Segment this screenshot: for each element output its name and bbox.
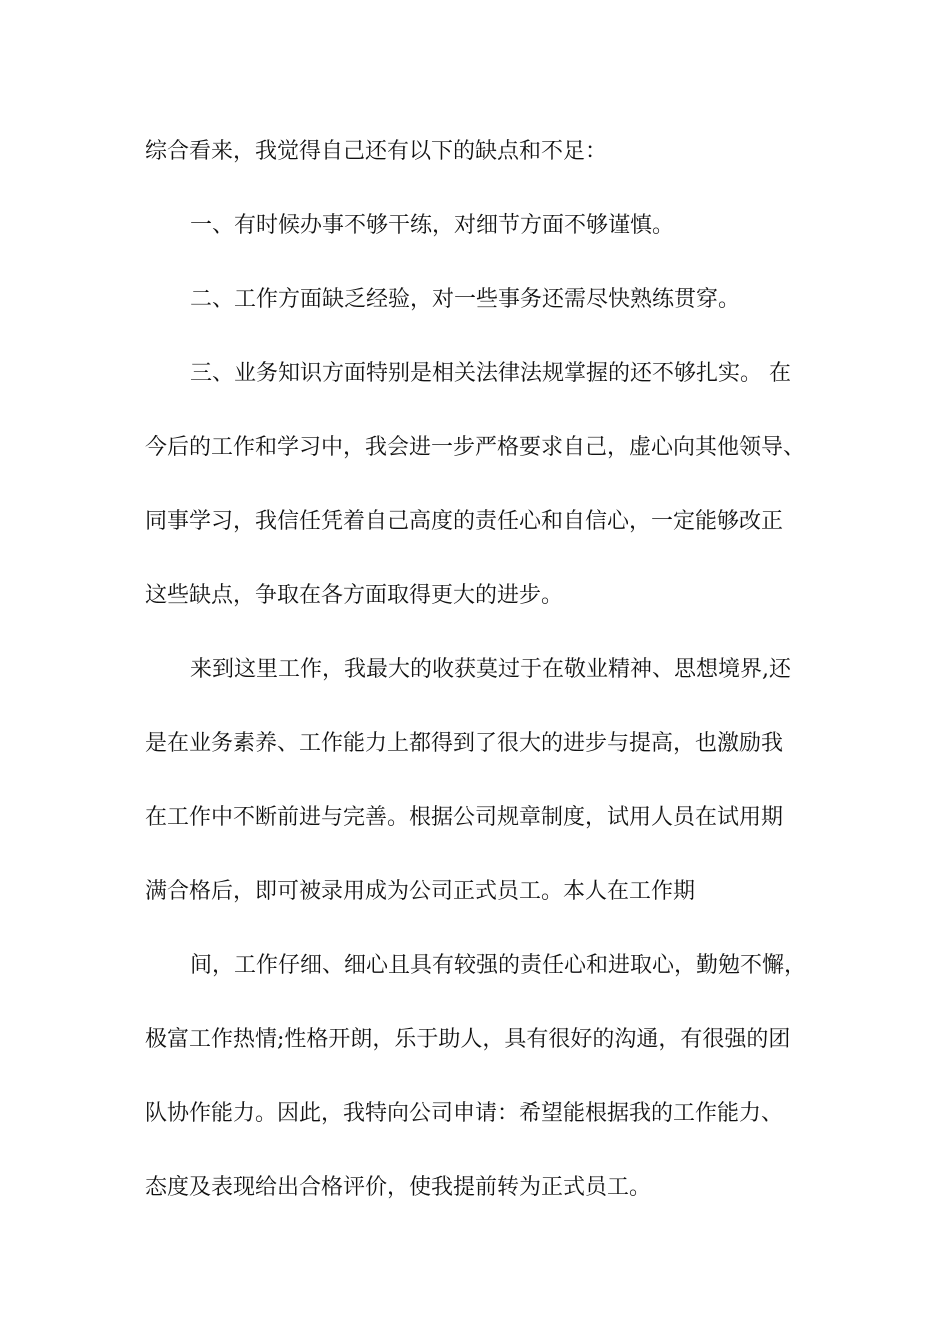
text-line: 同事学习，我信任凭着自己高度的责任心和自信心，一定能够改正 bbox=[145, 509, 784, 534]
text-line: 是在业务素养、工作能力上都得到了很大的进步与提高，也激励我 bbox=[145, 731, 784, 756]
text-line: 在工作中不断前进与完善。根据公司规章制度，试用人员在试用期 bbox=[145, 805, 784, 830]
text-line: 一、有时候办事不够干练，对细节方面不够谨慎。 bbox=[190, 213, 675, 238]
text-line: 间，工作仔细、细心且具有较强的责任心和进取心，勤勉不懈， bbox=[190, 953, 807, 978]
text-line: 来到这里工作，我最大的收获莫过于在敬业精神、思想境界,还 bbox=[190, 657, 791, 682]
text-line: 队协作能力。因此，我特向公司申请：希望能根据我的工作能力、 bbox=[145, 1101, 784, 1126]
text-line: 二、工作方面缺乏经验，对一些事务还需尽快熟练贯穿。 bbox=[190, 287, 741, 312]
text-line: 极富工作热情;性格开朗，乐于助人，具有很好的沟通，有很强的团 bbox=[145, 1027, 791, 1052]
text-line: 这些缺点，争取在各方面取得更大的进步。 bbox=[145, 583, 564, 608]
text-line: 综合看来，我觉得自己还有以下的缺点和不足： bbox=[145, 139, 608, 164]
text-line: 三、业务知识方面特别是相关法律法规掌握的还不够扎实。 在 bbox=[190, 361, 791, 386]
text-line: 态度及表现给出合格评价，使我提前转为正式员工。 bbox=[145, 1175, 652, 1200]
text-line: 满合格后，即可被录用成为公司正式员工。本人在工作期 bbox=[145, 879, 696, 904]
text-line: 今后的工作和学习中，我会进一步严格要求自己，虚心向其他领导、 bbox=[145, 435, 806, 460]
